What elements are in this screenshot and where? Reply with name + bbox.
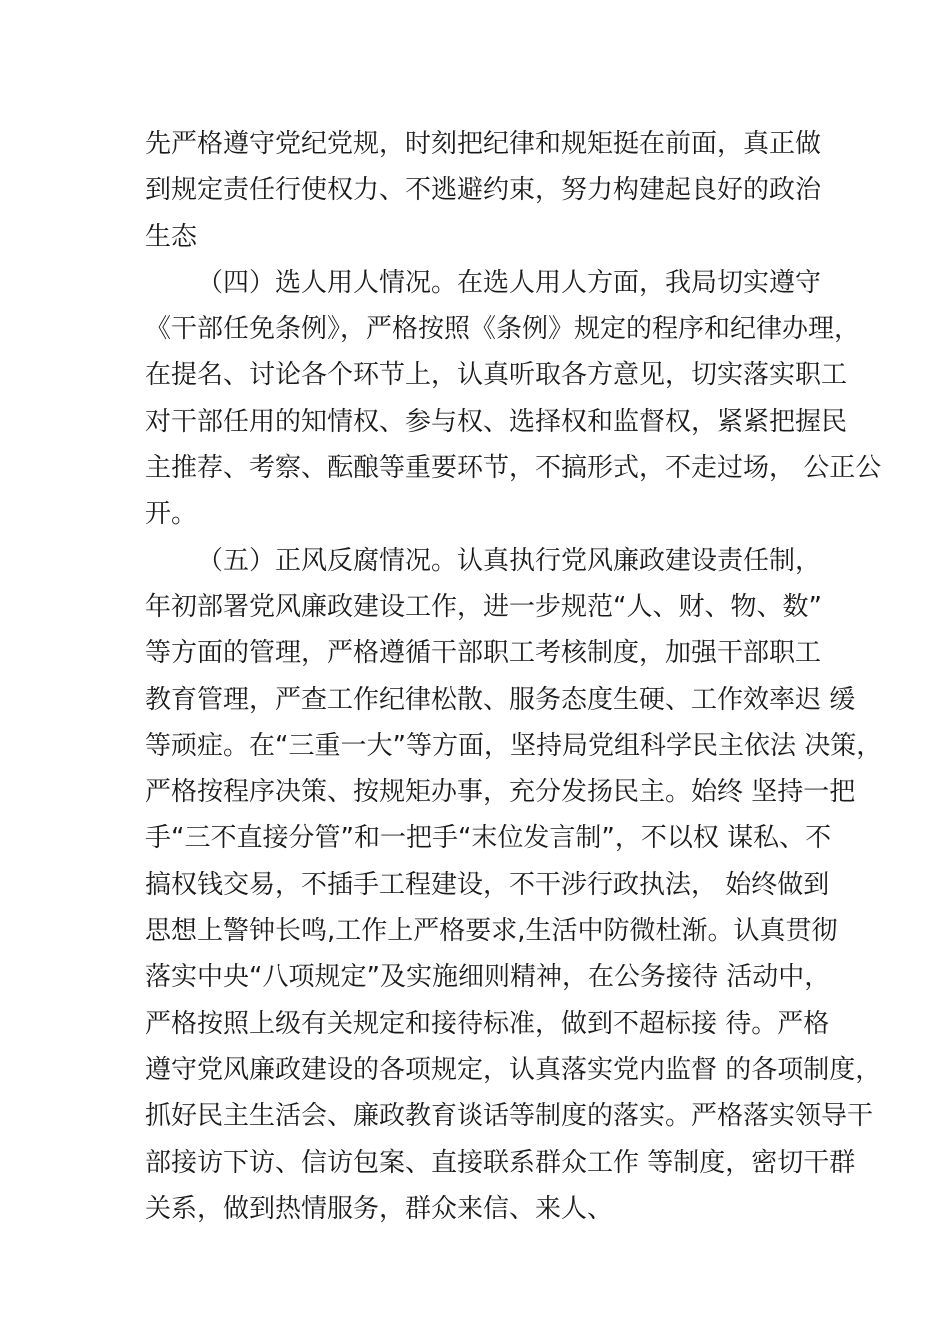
text-line: 主推荐、考察、酝酿等重要环节，不搞形式，不走过场， 公正公: [145, 453, 882, 484]
text-line: 抓好民主生活会、廉政教育谈话等制度的落实。严格落实领导干: [145, 1101, 874, 1132]
section-heading-line: （五）正风反腐情况。认真执行党风廉政建设责任制，: [197, 545, 822, 576]
text-line: 等方面的管理，严格遵循干部职工考核制度，加强干部职工: [145, 638, 822, 669]
text-line: 年初部署党风廉政建设工作，进一步规范“人、财、物、数”: [145, 591, 822, 622]
text-line: 部接访下访、信访包案、直接联系群众工作 等制度，密切干群: [145, 1147, 856, 1178]
text-line: 思想上警钟长鸣,工作上严格要求,生活中防微杜渐。认真贯彻: [145, 916, 838, 947]
text-line: 严格按照上级有关规定和接待标准，做到不超标接 待。严格: [145, 1008, 830, 1039]
section-heading-line: （四）选人用人情况。在选人用人方面，我局切实遵守: [197, 267, 822, 298]
text-line: 教育管理，严查工作纪律松散、服务态度生硬、工作效率迟 缓: [145, 684, 856, 715]
text-line: 先严格遵守党纪党规，时刻把纪律和规矩挺在前面，真正做: [145, 129, 822, 159]
text-line: 对干部任用的知情权、参与权、选择权和监督权，紧紧把握民: [145, 406, 848, 437]
text-line: 《干部任免条例》，严格按照《条例》规定的程序和纪律办理，: [145, 314, 861, 345]
text-line: 在提名、讨论各个环节上，认真听取各方意见，切实落实职工: [145, 360, 848, 391]
document-body: [145, 121, 883, 1232]
text-line: 生态: [145, 221, 198, 252]
text-line: 搞权钱交易，不插手工程建设，不干涉行政执法， 始终做到: [145, 869, 830, 900]
text-line: 到规定责任行使权力、不逃避约束，努力构建起良好的政治: [145, 175, 822, 206]
text-line: 等顽症。在“三重一大”等方面，坚持局党组科学民主依法 决策，: [145, 730, 883, 761]
text-line: 开。: [145, 499, 198, 530]
text-line: 遵守党风廉政建设的各项规定，认真落实党内监督 的各项制度，: [145, 1054, 882, 1085]
text-line: 手“三不直接分管”和一把手“末位发言制”，不以权 谋私、不: [145, 823, 832, 854]
text-line: 落实中央“八项规定”及实施细则精神，在公务接待 活动中，: [145, 962, 831, 993]
text-line: 严格按程序决策、按规矩办事，充分发扬民主。始终 坚持一把: [145, 777, 856, 808]
text-line: 关系，做到热情服务，群众来信、来人、: [145, 1193, 614, 1224]
